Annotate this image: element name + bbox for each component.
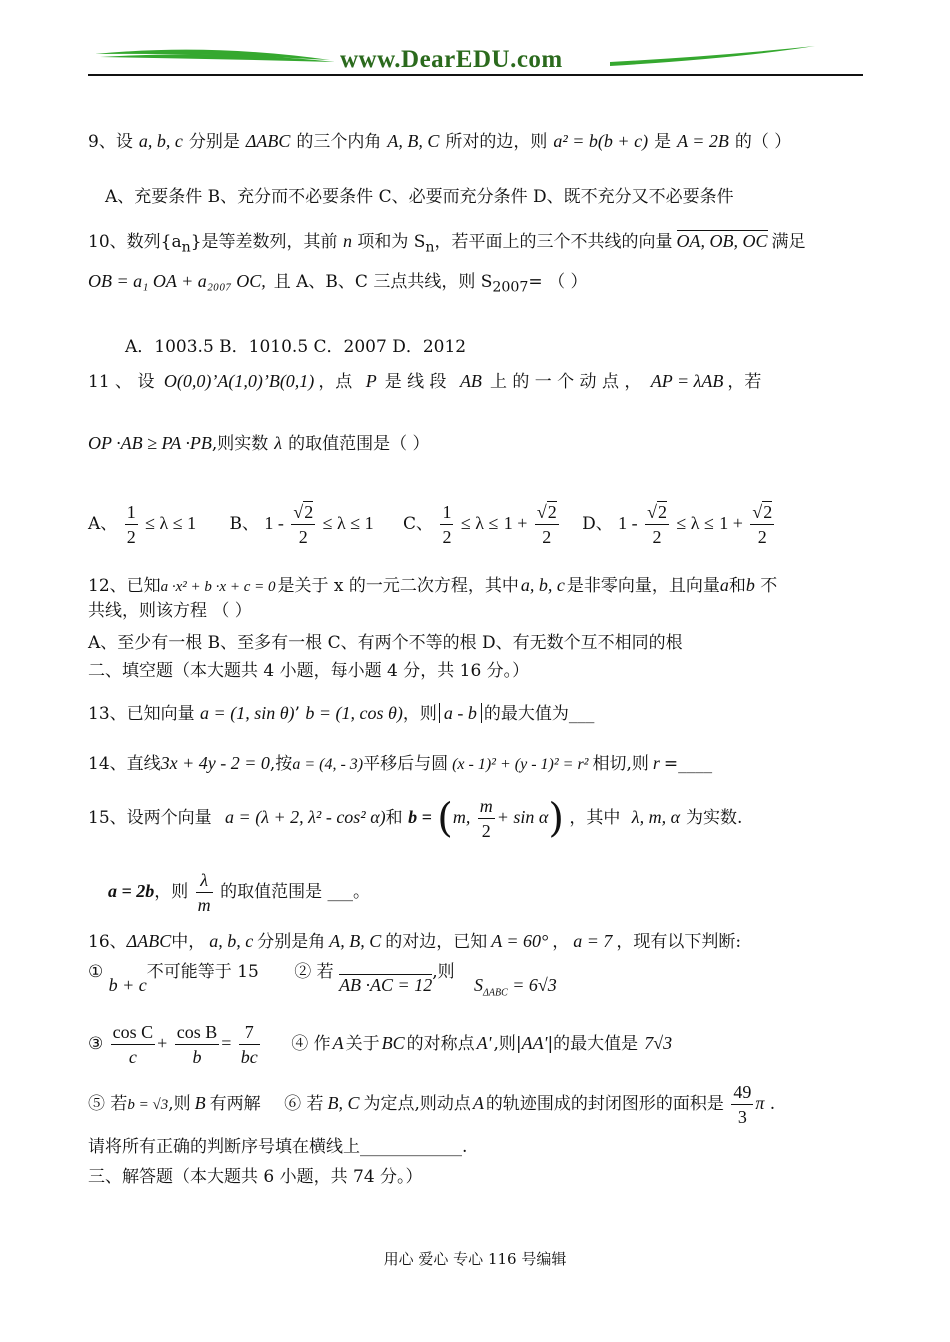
q15-line2: a = 2b，则 $\frac{\lambda}{m}$ 的取值范围是 ___。 [108,870,370,915]
q16-fill-instruction: 请将所有正确的判断序号填在横线上____________. [88,1137,468,1157]
q9-options: A、充要条件 B、充分而不必要条件 C、必要而充分条件 D、既不充分又不必要条件 [105,187,734,207]
site-logo: www.DearEDU.com [340,46,563,73]
q14: 14、直线3x + 4y - 2 = 0,按a = (4, - 3)平移后与圆 (x - 1)² + (y - 1)² = r² 相切,则 r =____ [88,753,713,774]
section-3-title: 三、解答题（本大题共 6 小题，共 74 分。） [88,1167,423,1187]
q12-stem: 12、已知a ·x² + b ·x + c = 0 是关于 x 的一元二次方程，其中 a, b, c 是非零向量，且向量a和b 不 [88,575,778,596]
q16-stem: 16、ΔABC中， a, b, c 分别是角 A, B, C 的对边，已知 A = 60° ， a = 7 ，现有以下判断: [88,931,742,952]
q10-options: A．1003.5 B．1010.5 C．2007 D．2012 [125,337,467,357]
q10-stem: 10、数列$\{a_n\}$是等差数列，其前 n 项和为 $S_n$，若平面上的三个不共线的向量 OA, OB, OC 满足 [88,231,806,256]
q13: 13、已知向量 a = (1, sin θ)’ b = (1, cos θ)，则 a - b 的最大值为___ [88,703,595,724]
q11-ineq: OP ·AB ≥ PA ·PB,则实数 λ 的取值范围是（ ） [88,433,430,454]
q15: 15、设两个向量 a = (λ + 2, λ² - cos² α)和 b = (m, $\frac{m}{2}$ + sin α) ，其中 λ, m, α 为实数. [88,795,743,842]
q12-options: A、至少有一根 B、至多有一根 C、有两个不等的根 D、有无数个互不相同的根 [88,633,683,653]
q16-statements-1-2: ① b + c不可能等于 15 ② 若 AB ·AC = 12,则 $S_{\Delta ABC} = 6√3$ [88,962,557,999]
section-2-title: 二、填空题（本大题共 4 小题，每小题 4 分，共 16 分。） [88,661,530,681]
q10-condition: OB = a₁ OA + a₂₀₀₇ OC, 且 A、B、C 三点共线，则 $S_{2007}=$ （ ） [88,271,588,296]
q12-line2: 共线，则该方程 （ ） [88,601,252,621]
header-rule [88,74,863,76]
page-footer: 用心 爱心 专心 116 号编辑 [383,1250,567,1268]
q11-options: A、 $\frac{1}{2}$ ≤ λ ≤ 1 B、 1 - $\frac{√2}{2}$ ≤ λ ≤ 1 C、 $\frac{1}{2}$ ≤ λ ≤ 1 + $\frac{√2}{2}$ D、 1 - $\frac{√2}{2}$ ≤ λ ≤ 1 + $\frac{√2}{2}$ [88,502,773,547]
q16-statements-3-4: ③ $\frac{\text{cos C}}{c}$ + $\frac{\text{cos B}}{b}$ = $\frac{7}{bc}$ ④ 作 A 关于 BC 的对称点 A' ,则|AA'|的最大值是 7√3 [88,1022,673,1067]
q11-stem: 11 、 设 O(0,0)’A(1,0)’B(0,1) ，点 P 是 线 段 AB 上 的 一 个 动 点 ， AP = λAB ，若 [88,371,762,392]
right-swoosh [610,46,815,66]
q16-statements-5-6: ⑤ 若b = √3,则 B 有两解 ⑥ 若 B, C 为定点,则动点 A 的轨迹围成的封闭图形的面积是 $\frac{49}{3}$ π . [88,1082,776,1127]
q9-stem: 9、设 a, b, c 分别是 ΔABC 的三个内角 A, B, C 所对的边，则 a² = b(b + c) 是 A = 2B 的（ ） [88,131,792,152]
